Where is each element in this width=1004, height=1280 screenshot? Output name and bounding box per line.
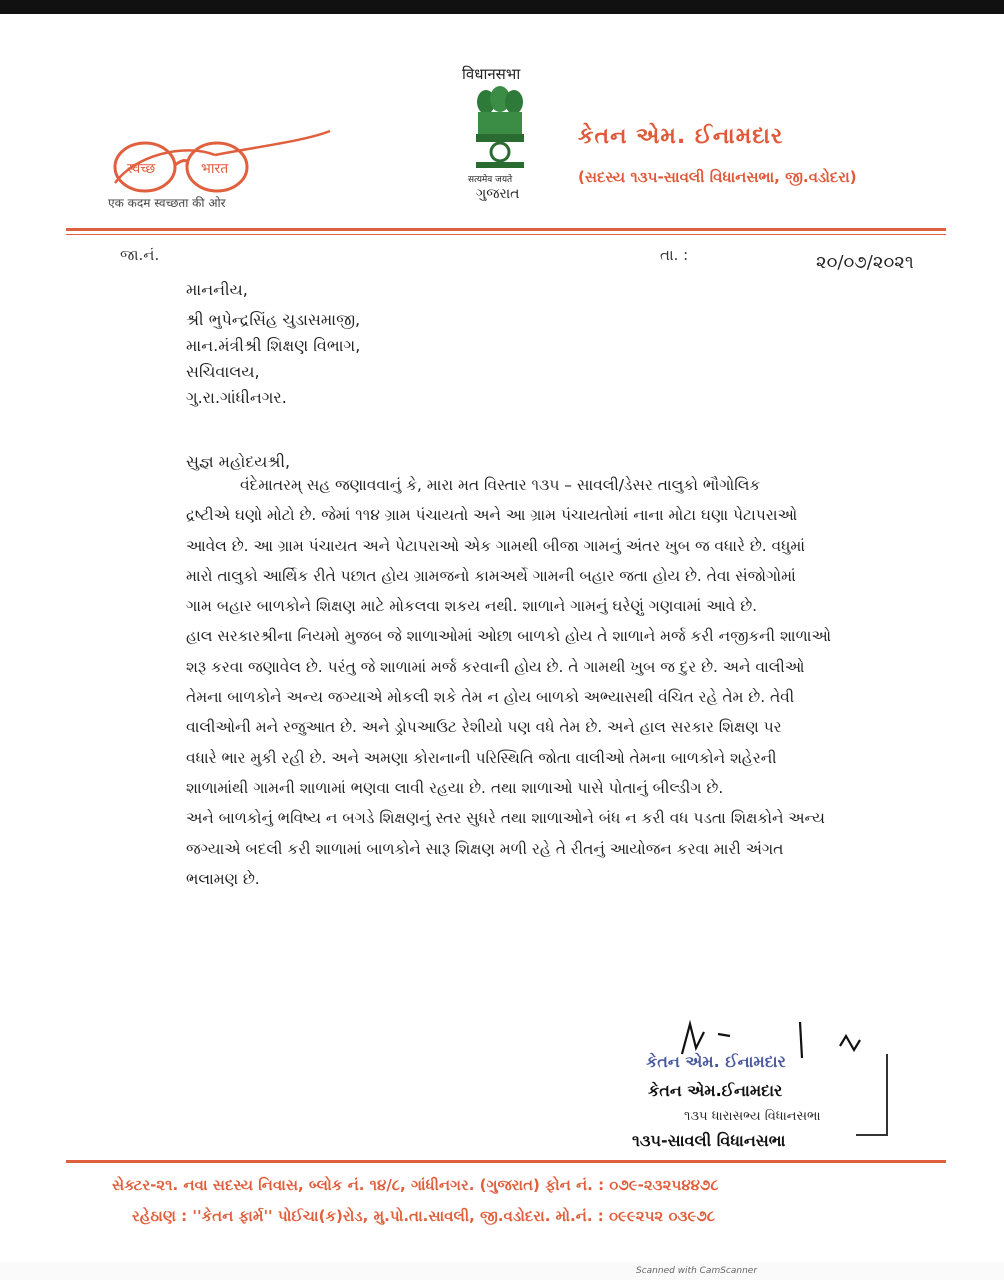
scan-top-edge — [0, 0, 1004, 14]
body-line: વાલીઓની મને રજુઆત છે. અને ડ્રોપઆઉટ રેશીયો પણ વધે તેમ છે. અને હાલ સરકાર શિક્ષણ પર — [186, 718, 782, 737]
body-line: વધારે ભાર મુકી રહી છે. અને અમણા કોરાનાની પરિસ્થિતિ જોતા વાલીઓ તેમના બાળકોને શહેરની — [186, 748, 777, 767]
stamp-designation: ૧૩૫ ધારાસભ્ય વિધાનસભા — [684, 1109, 821, 1124]
footer-residence-address: રહેઠાણ : ''કેતન ફાર્મ'' પોઈચા(ક)રોડ, મુ.પો.તા.સાવલી, જી.વડોદરા. મો.નં. : ૦૯૯૨૫૨ ૦૩૯૭૮ — [132, 1207, 716, 1225]
footer-divider — [66, 1160, 946, 1163]
body-line: શરૂ કરવા જણાવેલ છે. પરંતુ જે શાળામાં મર્જ કરવાની હોય છે. તે ગામથી ખુબ જ દુર છે. અને વાલીઓ — [186, 657, 805, 676]
body-line: ગામ બહાર બાળકોને શિક્ષણ માટે મોકલવા શકય નથી. શાળાને ગામનું ઘરેણું ગણવામાં આવે છે. — [186, 597, 758, 616]
address-line: માન.મંત્રીશ્રી શિક્ષણ વિભાગ, — [186, 336, 361, 355]
stamp-border — [856, 1054, 888, 1136]
logo-word-bharat: भारत — [201, 161, 229, 177]
header-divider-thin — [66, 234, 946, 235]
body-line: શાળામાંથી ગામની શાળામાં ભણવા લાવી રહયા છે. તથા શાળાઓ પાસે પોતાનું બીલ્ડીગ છે. — [186, 778, 724, 797]
emblem-state-label: ગુજરાત — [476, 186, 520, 202]
stamp-name: કેતન એમ.ઈનામદાર — [648, 1081, 783, 1100]
scanner-watermark: Scanned with CamScanner — [636, 1266, 758, 1276]
emblem-motto: सत्यमेव जयते — [468, 175, 513, 185]
mla-designation: (સદસ્ય ૧૩૫-સાવલી વિધાનસભા, જી.વડોદરા) — [578, 168, 857, 186]
salutation: સુજ્ઞ મહોદયશ્રી, — [186, 452, 291, 471]
date-label: તા. : — [660, 246, 689, 264]
letter-body — [186, 470, 918, 894]
body-line: દ્રષ્ટીએ ઘણો મોટો છે. જેમાં ૧૧૪ ગ્રામ પંચાયતો અને આ ગ્રામ પંચાયતોમાં નાના મોટા ઘણા પેટાપરાઓ — [186, 506, 798, 525]
body-line: તેમના બાળકોને અન્ય જગ્યાએ મોકલી શકે તેમ ન હોય બાળકો અભ્યાસથી વંચિત રહે તેમ છે. તેવી — [186, 688, 795, 707]
reference-number-label: જા.નં. — [120, 246, 160, 264]
address-line: માનનીય, — [186, 280, 248, 299]
stamp-constituency: ૧૩૫-સાવલી વિધાનસભા — [632, 1131, 786, 1150]
emblem-top-label: विधानसभा — [462, 65, 521, 83]
address-line: શ્રી ભુપેન્દ્રસિંહ ચુડાસમાજી, — [186, 310, 361, 329]
logo-word-swachh: स्वच्छ — [127, 161, 156, 177]
address-line: સચિવાલય, — [186, 362, 260, 381]
body-line: આવેલ છે. આ ગ્રામ પંચાયત અને પેટાપરાઓ એક ગામથી બીજા ગામનું અંતર ખુબ જ વધારે છે. વધુમાં — [186, 536, 805, 555]
date-value: ૨૦/૦૭/૨૦૨૧ — [816, 252, 914, 273]
scan-bottom-edge — [0, 1262, 1004, 1280]
body-line: મારો તાલુકો આર્થિક રીતે પછાત હોય ગ્રામજનો કામઅર્થે ગામની બહાર જતા હોય છે. તેવા સંજોગોમાં — [186, 566, 796, 585]
header-divider — [66, 228, 946, 231]
stamp-name-blue: કેતન એમ. ઈનામદાર — [646, 1052, 786, 1071]
body-line: જગ્યાએ બદલી કરી શાળામાં બાળકોને સારૂ શિક્ષણ મળી રહે તે રીતનું આયોજન કરવા મારી અંગત — [186, 839, 784, 858]
footer-office-address: સેક્ટર-૨૧. નવા સદસ્ય નિવાસ, બ્લોક નં. ૧૪/૮, ગાંધીનગર. (ગુજરાત) ફોન નં. : ૦૭૯-૨૩૨૫૪૪૭૮ — [112, 1176, 719, 1194]
body-line: ભલામણ છે. — [186, 869, 260, 888]
mla-name-heading: કેતન એમ. ઈનામદાર — [578, 124, 784, 149]
ashoka-emblem-icon — [470, 86, 530, 172]
address-line: ગુ.રા.ગાંધીનગર. — [186, 388, 287, 407]
logo-tagline: एक कदम स्वच्छता की ओर — [108, 196, 226, 210]
body-line: હાલ સરકારશ્રીના નિયમો મુજબ જે શાળાઓમાં ઓછા બાળકો હોય તે શાળાને મર્જ કરી નજીકની શાળાઓ — [186, 627, 831, 646]
body-line: અને બાળકોનું ભવિષ્ય ન બગડે શિક્ષણનું સ્તર સુધરે તથા શાળાઓને બંધ ન કરી વધ પડતા શિક્ષકોને અન્ય — [186, 809, 825, 828]
body-line: વંદેમાતરમ્ સહ જણાવવાનું કે, મારા મત વિસ્તાર ૧૩૫ – સાવલી/ડેસર તાલુકો ભૌગોલિક — [240, 476, 761, 494]
